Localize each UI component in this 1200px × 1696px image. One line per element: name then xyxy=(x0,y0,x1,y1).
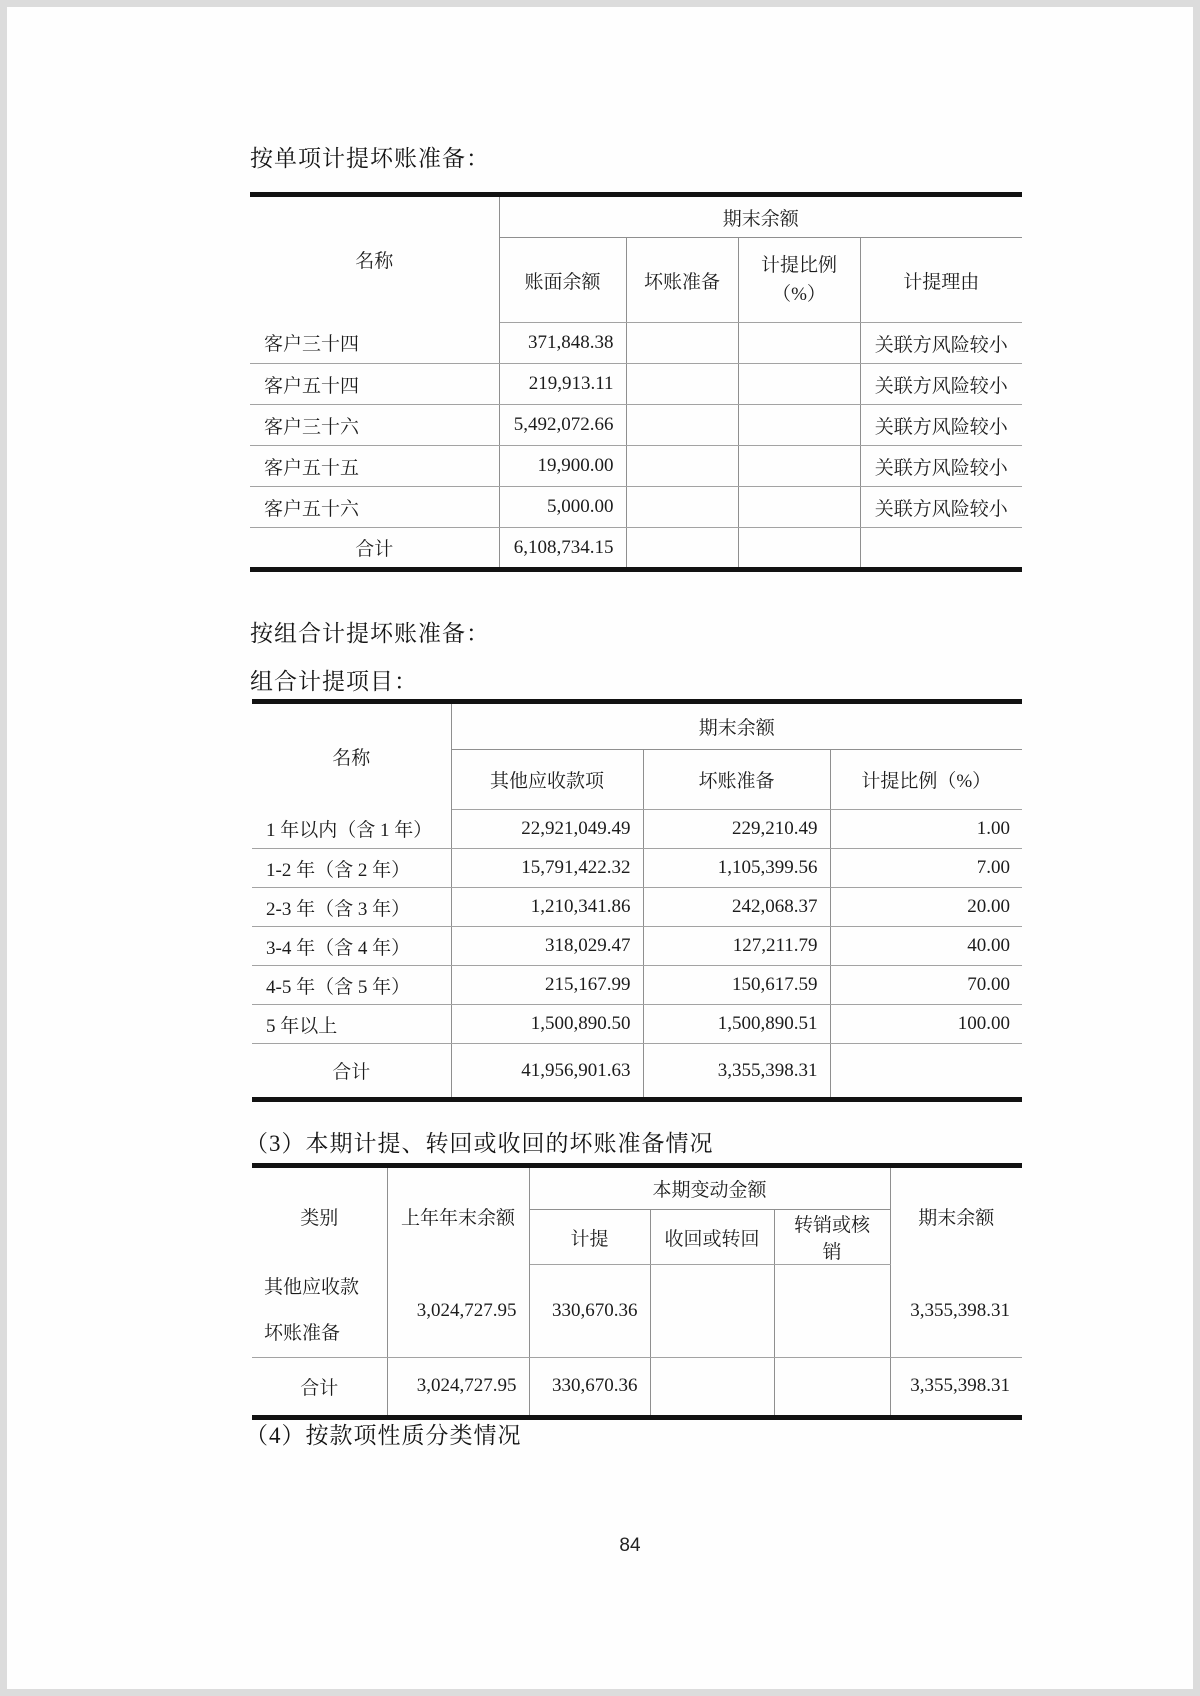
total-amount: 41,956,901.63 xyxy=(451,1044,643,1100)
ratio-cell xyxy=(738,364,860,405)
col-header-period-end: 期末余额 xyxy=(499,195,1022,238)
col-header-other-receivables: 其他应收款项 xyxy=(451,750,643,810)
provision-value: 150,617.59 xyxy=(643,966,830,1005)
page-number: 84 xyxy=(619,1535,641,1556)
amount-value: 22,921,049.49 xyxy=(451,810,643,849)
section4-title: （4）按款项性质分类情况 xyxy=(245,1423,522,1448)
col-header-current-change: 本期变动金额 xyxy=(529,1166,890,1210)
col-header-ratio-line2: （%） xyxy=(772,284,826,305)
reason-value: 关联方风险较小 xyxy=(860,323,1022,364)
total-reason-cell xyxy=(860,528,1022,570)
col-header-bad-debt: 坏账准备 xyxy=(643,750,830,810)
table-total-row xyxy=(252,1357,1022,1417)
table-portfolio-provision xyxy=(252,699,1022,1102)
table-row xyxy=(250,405,1022,446)
table-row xyxy=(250,195,1022,238)
table-row xyxy=(250,323,1022,364)
total-writeoff-cell xyxy=(774,1357,890,1417)
col-header-name: 名称 xyxy=(252,702,451,810)
section2-subtitle: 组合计提项目： xyxy=(250,669,418,694)
col-header-period-end: 期末余额 xyxy=(451,702,1022,750)
table-total-row xyxy=(252,1044,1022,1100)
provision-value: 1,105,399.56 xyxy=(643,849,830,888)
reason-value: 关联方风险较小 xyxy=(860,405,1022,446)
ratio-cell xyxy=(738,487,860,528)
amount-value: 15,791,422.32 xyxy=(451,849,643,888)
aging-label: 5 年以上 xyxy=(252,1005,451,1044)
col-header-ratio: 计提比例（%） xyxy=(830,750,1022,810)
table-row xyxy=(250,364,1022,405)
col-header-writeoff: 转销或核销 xyxy=(774,1210,890,1265)
ratio-value: 7.00 xyxy=(830,849,1022,888)
col-header-name: 名称 xyxy=(250,195,499,323)
bad-debt-cell xyxy=(626,323,738,364)
table-row xyxy=(252,849,1022,888)
col-header-book-balance: 账面余额 xyxy=(499,238,626,323)
bad-debt-cell xyxy=(626,487,738,528)
bad-debt-cell xyxy=(626,446,738,487)
amount-value: 318,029.47 xyxy=(451,927,643,966)
col-header-recover: 收回或转回 xyxy=(650,1210,774,1265)
recover-cell xyxy=(650,1265,774,1358)
ratio-cell xyxy=(738,405,860,446)
reason-value: 关联方风险较小 xyxy=(860,364,1022,405)
col-header-accrual: 计提 xyxy=(529,1210,650,1265)
table-row xyxy=(252,888,1022,927)
provision-value: 127,211.79 xyxy=(643,927,830,966)
provision-value: 1,500,890.51 xyxy=(643,1005,830,1044)
book-balance-value: 371,848.38 xyxy=(499,323,626,364)
customer-name: 客户三十六 xyxy=(250,405,499,446)
category-label: 其他应收款坏账准备 xyxy=(252,1265,387,1358)
table-row xyxy=(252,966,1022,1005)
bad-debt-cell xyxy=(626,405,738,446)
col-header-ratio xyxy=(738,238,860,323)
reason-value: 关联方风险较小 xyxy=(860,487,1022,528)
table-total-row xyxy=(250,528,1022,570)
bad-debt-cell xyxy=(626,364,738,405)
total-book-balance: 6,108,734.15 xyxy=(499,528,626,570)
customer-name: 客户三十四 xyxy=(250,323,499,364)
col-header-category: 类别 xyxy=(252,1166,387,1265)
aging-label: 3-4 年（含 4 年） xyxy=(252,927,451,966)
table-individual-provision xyxy=(250,192,1022,572)
table-row xyxy=(252,1005,1022,1044)
amount-value: 1,500,890.50 xyxy=(451,1005,643,1044)
col-header-ratio-line1: 计提比例 xyxy=(760,254,837,276)
customer-name: 客户五十五 xyxy=(250,446,499,487)
customer-name: 客户五十四 xyxy=(250,364,499,405)
document-page xyxy=(7,7,1193,1689)
aging-label: 2-3 年（含 3 年） xyxy=(252,888,451,927)
total-label: 合计 xyxy=(252,1044,451,1100)
section2-title: 按组合计提坏账准备： xyxy=(250,621,490,646)
table-row xyxy=(252,702,1022,750)
table-row xyxy=(252,1265,1022,1358)
book-balance-value: 19,900.00 xyxy=(499,446,626,487)
book-balance-value: 5,492,072.66 xyxy=(499,405,626,446)
col-header-prior-year-end: 上年年末余额 xyxy=(387,1166,529,1265)
provision-value: 229,210.49 xyxy=(643,810,830,849)
total-ending-balance: 3,355,398.31 xyxy=(910,1375,1011,1396)
customer-name: 客户五十六 xyxy=(250,487,499,528)
aging-label: 4-5 年（含 5 年） xyxy=(252,966,451,1005)
col-header-reason: 计提理由 xyxy=(860,238,1022,323)
ratio-cell xyxy=(738,446,860,487)
amount-value: 215,167.99 xyxy=(451,966,643,1005)
ratio-cell xyxy=(738,323,860,364)
total-bad-debt-cell xyxy=(626,528,738,570)
table-row xyxy=(250,487,1022,528)
book-balance-value: 219,913.11 xyxy=(499,364,626,405)
total-accrual: 330,670.36 xyxy=(529,1357,650,1417)
section1-title: 按单项计提坏账准备： xyxy=(250,146,490,171)
total-label: 合计 xyxy=(250,528,499,570)
total-provision: 3,355,398.31 xyxy=(643,1044,830,1100)
reason-value: 关联方风险较小 xyxy=(860,446,1022,487)
table-row xyxy=(252,1166,1022,1210)
table-row xyxy=(250,446,1022,487)
provision-value: 242,068.37 xyxy=(643,888,830,927)
col-header-bad-debt: 坏账准备 xyxy=(626,238,738,323)
aging-label: 1-2 年（含 2 年） xyxy=(252,849,451,888)
col-header-period-end: 期末余额 xyxy=(918,1207,995,1229)
ratio-value: 40.00 xyxy=(830,927,1022,966)
section3-title: （3）本期计提、转回或收回的坏账准备情况 xyxy=(245,1131,714,1156)
ratio-value: 1.00 xyxy=(830,810,1022,849)
total-label: 合计 xyxy=(252,1357,387,1417)
total-ratio-cell xyxy=(738,528,860,570)
prior-balance-value: 3,024,727.95 xyxy=(387,1265,529,1358)
total-ratio-cell xyxy=(830,1044,1022,1100)
total-recover-cell xyxy=(650,1357,774,1417)
ratio-value: 100.00 xyxy=(830,1005,1022,1044)
aging-label: 1 年以内（含 1 年） xyxy=(252,810,451,849)
total-prior-balance: 3,024,727.95 xyxy=(387,1357,529,1417)
book-balance-value: 5,000.00 xyxy=(499,487,626,528)
ending-balance-value: 3,355,398.31 xyxy=(890,1265,1022,1358)
writeoff-cell xyxy=(774,1265,890,1358)
ratio-value: 20.00 xyxy=(830,888,1022,927)
ratio-value: 70.00 xyxy=(830,966,1022,1005)
table-current-period-movement xyxy=(252,1163,1022,1420)
table-row xyxy=(252,810,1022,849)
table-row xyxy=(252,927,1022,966)
accrual-value: 330,670.36 xyxy=(529,1265,650,1358)
amount-value: 1,210,341.86 xyxy=(451,888,643,927)
